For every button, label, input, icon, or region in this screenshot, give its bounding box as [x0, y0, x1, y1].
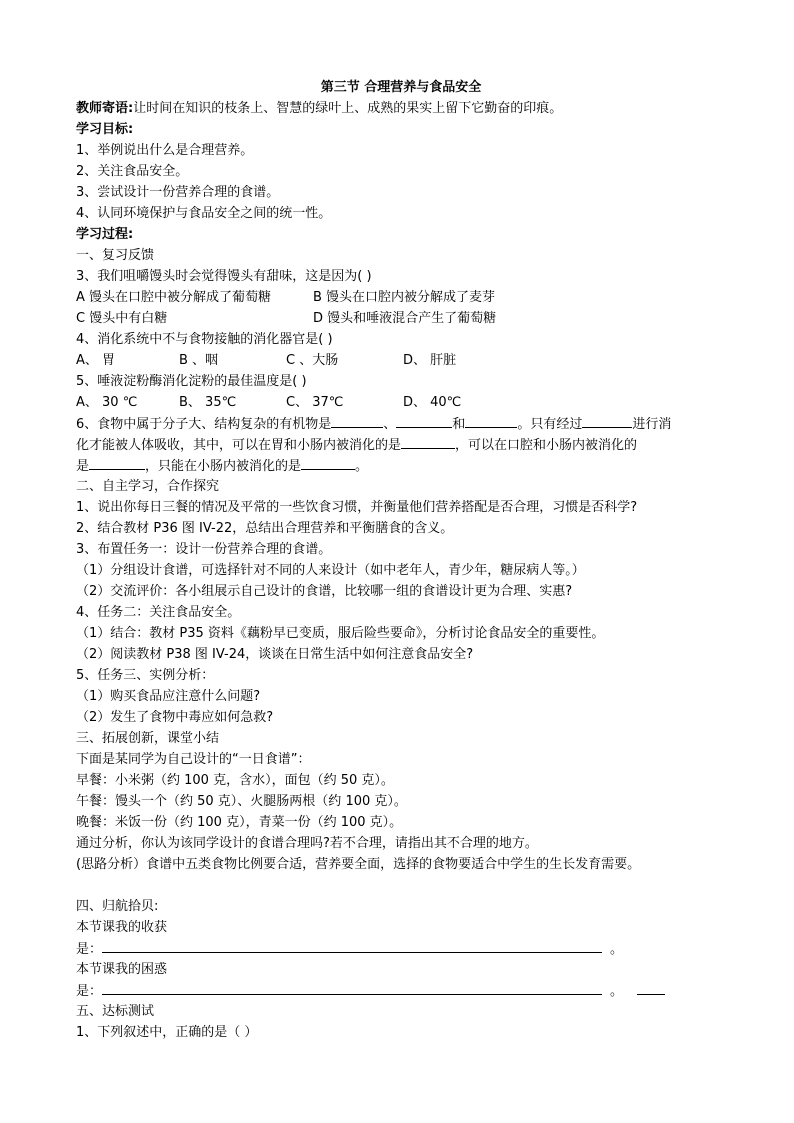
review-heading: 一、复习反馈	[76, 248, 155, 263]
self-study-item: 5、任务三、实例分析：	[76, 668, 215, 683]
expand-item: 午餐：馒头一个（约 50 克）、火腿肠两根（约 100 克）。	[76, 794, 407, 809]
gain-label: 本节课我的收获	[76, 920, 168, 935]
goals-label: 学习目标:	[76, 122, 134, 137]
confuse-answer-blank[interactable]	[102, 980, 602, 995]
self-study-item: 2、结合教材 P36 图 IV-22，总结出合理营养和平衡膳食的含义。	[76, 521, 454, 536]
q6-text: 进行消	[632, 417, 672, 432]
self-study-item: 3、布置任务一：设计一份营养合理的食谱。	[76, 542, 332, 557]
expand-item: 晚餐：米饭一份（约 100 克），青菜一份（约 100 克）。	[76, 815, 403, 830]
goal-item: 4、认同环境保护与食品安全之间的统一性。	[76, 206, 332, 221]
q6-text: 是	[76, 459, 90, 474]
question-3-stem: 3、我们咀嚼馒头时会觉得馒头有甜味，这是因为( )	[76, 269, 372, 284]
self-study-item: （1）结合：教材 P35 资料《藕粉早已变质，服后险些要命》，分析讨论食品安全的重要性。	[76, 626, 605, 641]
q6-text: 。	[355, 459, 369, 474]
option-d: D、 肝脏	[403, 353, 457, 368]
option-a: A 馒头在口腔中被分解成了葡萄糖	[76, 290, 272, 305]
expand-item: (思路分析）食谱中五类食物比例要合适，营养要全面，选择的食物要适合中学生的生长发育需要。	[76, 857, 641, 872]
expand-item: 下面是某同学为自己设计的“一日食谱”：	[76, 752, 311, 767]
answer-blank[interactable]	[582, 413, 632, 428]
q6-text: ，可以在口腔和小肠内被消化的	[455, 438, 638, 453]
document-page	[76, 78, 726, 1043]
expand-item: 早餐：小米粥（约 100 克，含水），面包（约 50 克）。	[76, 773, 394, 788]
option-c: C 、大肠	[286, 353, 339, 368]
expand-item: 通过分析，你认为该同学设计的食谱合理吗?若不合理，请指出其不合理的地方。	[76, 836, 538, 851]
q6-text: 和	[452, 417, 466, 432]
self-study-heading: 二、自主学习，合作探究	[76, 479, 220, 494]
spacer	[76, 875, 726, 896]
self-study-item: 4、任务二：关注食品安全。	[76, 605, 241, 620]
confuse-label: 本节课我的困惑	[76, 962, 168, 977]
gain-answer-row	[76, 938, 726, 959]
option-c: C、 37℃	[286, 395, 344, 410]
question-6-line1	[76, 413, 726, 434]
goal-item: 1、举例说出什么是合理营养。	[76, 143, 254, 158]
confuse-suffix: 。	[610, 984, 624, 999]
extra-blank[interactable]	[637, 980, 665, 995]
goal-item: 2、关注食品安全。	[76, 164, 189, 179]
answer-blank[interactable]	[89, 455, 145, 470]
option-b: B、 35℃	[179, 395, 237, 410]
option-b: B 、咽	[179, 353, 219, 368]
question-3-options-row1	[76, 287, 726, 308]
test-heading: 五、达标测试	[76, 1004, 155, 1019]
gain-suffix: 。	[610, 942, 624, 957]
summary-heading: 四、归航拾贝:	[76, 899, 159, 914]
self-study-item: （2）阅读教材 P38 图 IV-24，谈谈在日常生活中如何注意食品安全?	[76, 647, 474, 662]
q6-text: 6、食物中属于分子大、结构复杂的有机物是	[76, 417, 332, 432]
self-study-item: （2）发生了食物中毒应如何急救?	[76, 710, 274, 725]
answer-blank[interactable]	[396, 413, 452, 428]
q6-text: 、	[383, 417, 397, 432]
answer-blank[interactable]	[465, 413, 517, 428]
option-a: A、 30 ℃	[76, 395, 138, 410]
self-study-item: （1）分组设计食谱，可选择针对不同的人来设计（如中老年人，青少年，糖尿病人等。）	[76, 563, 585, 578]
question-4-stem: 4、消化系统中不与食物接触的消化器官是( )	[76, 332, 333, 347]
option-d: D、 40℃	[403, 395, 462, 410]
answer-blank[interactable]	[401, 434, 455, 449]
question-6-line2	[76, 434, 726, 455]
question-3-options-row2	[76, 308, 726, 329]
self-study-item: （1）购买食品应注意什么问题?	[76, 689, 261, 704]
motto-label: 教师寄语:	[76, 101, 134, 116]
q6-text: 化才能被人体吸收，其中，可以在胃和小肠内被消化的是	[76, 438, 402, 453]
expand-heading: 三、拓展创新，课堂小结	[76, 731, 220, 746]
q6-text: 。只有经过	[517, 417, 583, 432]
option-a: A、 胃	[76, 353, 116, 368]
motto	[76, 98, 726, 119]
confuse-answer-row	[76, 980, 726, 1001]
answer-blank[interactable]	[301, 455, 355, 470]
self-study-item: （2）交流评价：各小组展示自己设计的食谱，比较哪一组的食谱设计更为合理、实惠?	[76, 584, 573, 599]
gain-prefix: 是：	[76, 942, 103, 957]
gain-answer-blank[interactable]	[102, 938, 602, 953]
page-title: 第三节 合理营养与食品安全	[320, 80, 482, 95]
question-4-options	[76, 350, 726, 371]
q6-text: ，只能在小肠内被消化的是	[145, 459, 302, 474]
question-5-options	[76, 392, 726, 413]
confuse-prefix: 是：	[76, 984, 103, 999]
option-b: B 馒头在口腔内被分解成了麦芽	[313, 290, 496, 305]
question-6-line3	[76, 455, 726, 476]
goal-item: 3、尝试设计一份营养合理的食谱。	[76, 185, 280, 200]
option-d: D 馒头和唾液混合产生了葡萄糖	[313, 311, 497, 326]
self-study-item: 1、说出你每日三餐的情况及平常的一些饮食习惯，并衡量他们营养搭配是否合理，习惯是否科学?	[76, 500, 638, 515]
test-question-1: 1、下列叙述中，正确的是（ ）	[76, 1025, 258, 1040]
process-label: 学习过程:	[76, 227, 134, 242]
question-5-stem: 5、唾液淀粉酶消化淀粉的最佳温度是( )	[76, 374, 307, 389]
option-c: C 馒头中有白糖	[76, 311, 168, 326]
answer-blank[interactable]	[331, 413, 383, 428]
motto-text: 让时间在知识的枝条上、智慧的绿叶上、成熟的果实上留下它勤奋的印痕。	[133, 101, 563, 116]
